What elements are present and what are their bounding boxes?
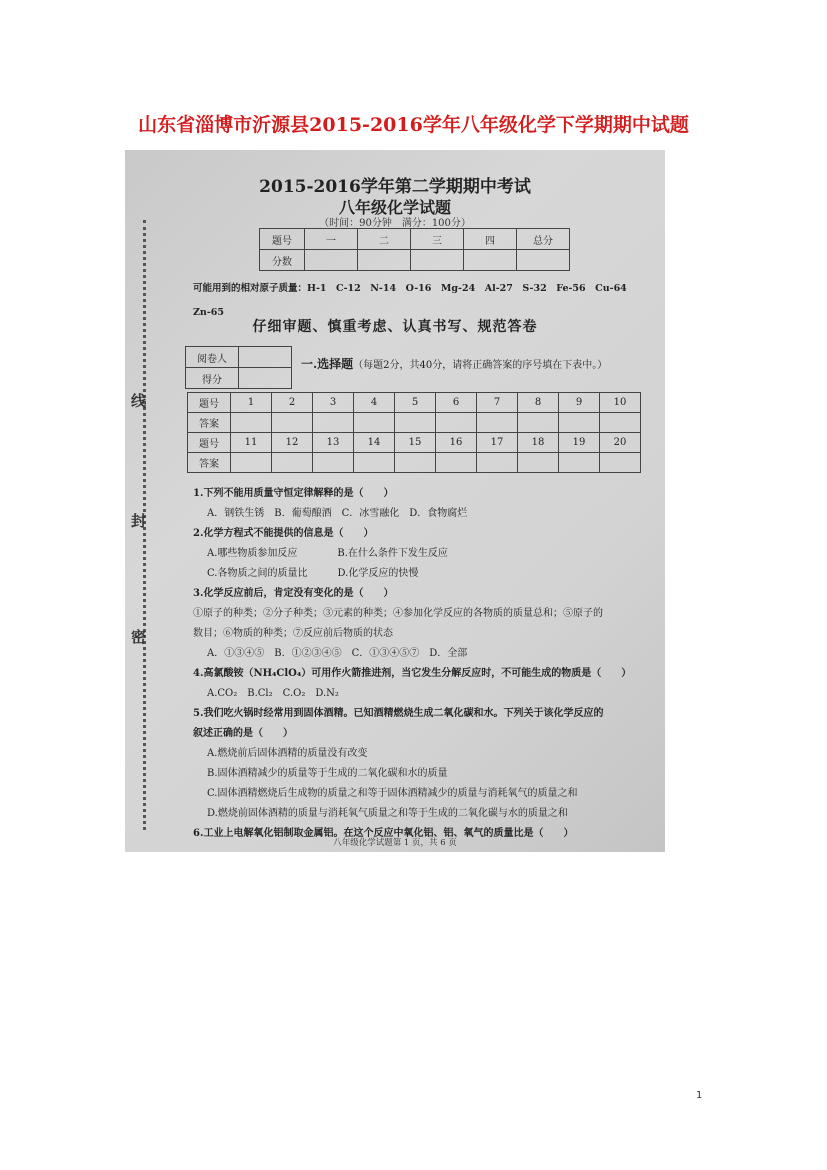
answer-blank-row bbox=[188, 413, 641, 433]
answer-cell bbox=[600, 413, 641, 433]
exam-page-footer: 八年级化学试题第 1 页，共 6 页 bbox=[333, 838, 457, 848]
option-line: A．钢铁生锈 B．葡萄酿酒 C．冰雪融化 D．食物腐烂 bbox=[207, 508, 468, 519]
grader-blank bbox=[239, 347, 292, 368]
exam-title: 2015-2016学年第二学期期中考试 bbox=[259, 177, 531, 197]
question-number: 9 bbox=[559, 393, 600, 413]
answer-cell bbox=[559, 453, 600, 473]
answer-cell bbox=[354, 413, 395, 433]
question-number: 18 bbox=[518, 433, 559, 453]
answer-cell bbox=[559, 413, 600, 433]
exam-subtitle: 八年级化学试题 bbox=[338, 198, 451, 217]
answer-row-label: 题号 bbox=[188, 393, 231, 413]
answer-cell bbox=[395, 453, 436, 473]
question-number: 8 bbox=[518, 393, 559, 413]
page-number: 1 bbox=[696, 1090, 703, 1101]
answer-cell bbox=[354, 453, 395, 473]
answer-cell bbox=[436, 413, 477, 433]
option-line: A.哪些物质参加反应 B.在什么条件下发生反应 bbox=[207, 548, 448, 559]
exam-photo bbox=[125, 150, 665, 852]
question-number: 17 bbox=[477, 433, 518, 453]
answer-row-label: 答案 bbox=[188, 413, 231, 433]
question-number: 10 bbox=[600, 393, 641, 413]
score-cell bbox=[464, 250, 517, 271]
score-cell bbox=[358, 250, 411, 271]
question-line: 1.下列不能用质量守恒定律解释的是（ ） bbox=[193, 488, 394, 499]
question-line: 2.化学方程式不能提供的信息是（ ） bbox=[193, 528, 374, 539]
answer-row-label: 答案 bbox=[188, 453, 231, 473]
score-table bbox=[259, 228, 570, 271]
grader-label: 阅卷人 bbox=[186, 347, 239, 368]
answer-cell bbox=[518, 413, 559, 433]
score-cell: 三 bbox=[411, 229, 464, 250]
section-note: （每题2分，共40分，请将正确答案的序号填在下表中。） bbox=[353, 360, 608, 371]
question-number: 12 bbox=[272, 433, 313, 453]
score-cell bbox=[305, 250, 358, 271]
question-number: 3 bbox=[313, 393, 354, 413]
question-number: 20 bbox=[600, 433, 641, 453]
score-cell: 二 bbox=[358, 229, 411, 250]
answer-cell bbox=[600, 453, 641, 473]
answer-cell bbox=[231, 413, 272, 433]
question-number: 4 bbox=[354, 393, 395, 413]
score-cell: 分数 bbox=[260, 250, 305, 271]
question-number: 13 bbox=[313, 433, 354, 453]
option-line: B.固体酒精减少的质量等于生成的二氧化碳和水的质量 bbox=[207, 768, 448, 779]
question-line: 5.我们吃火锅时经常用到固体酒精。已知酒精燃烧生成二氧化碳和水。下列关于该化学反应的 bbox=[193, 708, 604, 719]
option-line: A.燃烧前后固体酒精的质量没有改变 bbox=[207, 748, 368, 759]
option-line: D.燃烧前固体酒精的质量与消耗氧气质量之和等于生成的二氧化碳与水的质量之和 bbox=[207, 808, 568, 819]
answer-table bbox=[187, 392, 641, 473]
binding-char-feng: 封 bbox=[131, 512, 147, 530]
atomic-masses: 可能用到的相对原子质量：H-1 C-12 N-14 O-16 Mg-24 Al-27 S-32 Fe-56 Cu-64 Zn-65 bbox=[193, 283, 637, 318]
document-title: 山东省淄博市沂源县2015-2016学年八年级化学下学期期中试题 bbox=[138, 114, 689, 136]
question-line: 3.化学反应前后，肯定没有变化的是（ ） bbox=[193, 588, 394, 599]
option-line: A.CO₂ B.Cl₂ C.O₂ D.N₂ bbox=[207, 688, 339, 699]
grader-blank bbox=[239, 368, 292, 389]
answer-row-label: 题号 bbox=[188, 433, 231, 453]
question-number: 14 bbox=[354, 433, 395, 453]
option-line: C.各物质之间的质量比 D.化学反应的快慢 bbox=[207, 568, 419, 579]
score-cell bbox=[517, 250, 570, 271]
grader-table bbox=[185, 346, 292, 389]
question-number: 1 bbox=[231, 393, 272, 413]
answer-number-row bbox=[188, 433, 641, 453]
question-line: ①原子的种类；②分子种类；③元素的种类；④参加化学反应的各物质的质量总和；⑤原子的 bbox=[193, 608, 603, 619]
answer-cell bbox=[395, 413, 436, 433]
question-line: 叙述正确的是（ ） bbox=[193, 728, 293, 739]
grader-row bbox=[186, 347, 292, 368]
binding-char-xian: 线 bbox=[131, 392, 147, 410]
question-number: 7 bbox=[477, 393, 518, 413]
section-title-text: 一.选择题 bbox=[301, 357, 354, 371]
score-cell: 总分 bbox=[517, 229, 570, 250]
question-line: 数目；⑥物质的种类；⑦反应前后物质的状态 bbox=[193, 628, 393, 639]
question-line: 4.高氯酸铵（NH₄ClO₄）可用作火箭推进剂，当它发生分解反应时，不可能生成的物质是（ ） bbox=[193, 668, 632, 679]
question-number: 6 bbox=[436, 393, 477, 413]
score-cell: 一 bbox=[305, 229, 358, 250]
answer-blank-row bbox=[188, 453, 641, 473]
answer-cell bbox=[231, 453, 272, 473]
grader-label: 得分 bbox=[186, 368, 239, 389]
answer-cell bbox=[477, 453, 518, 473]
answer-cell bbox=[436, 453, 477, 473]
question-number: 15 bbox=[395, 433, 436, 453]
question-number: 19 bbox=[559, 433, 600, 453]
score-table-row bbox=[260, 250, 570, 271]
answer-number-row bbox=[188, 393, 641, 413]
answer-cell bbox=[313, 413, 354, 433]
exam-meta: （时间：90分钟 满分：100分） bbox=[319, 218, 471, 229]
score-cell bbox=[411, 250, 464, 271]
question-number: 5 bbox=[395, 393, 436, 413]
score-table-row bbox=[260, 229, 570, 250]
grader-row bbox=[186, 368, 292, 389]
question-number: 16 bbox=[436, 433, 477, 453]
score-cell: 题号 bbox=[260, 229, 305, 250]
answer-cell bbox=[272, 413, 313, 433]
binding-char-mi: 密 bbox=[131, 628, 147, 646]
question-line: 6.工业上电解氧化铝制取金属铝。在这个反应中氧化铝、铝、氧气的质量比是（ ） bbox=[193, 828, 574, 839]
answer-cell bbox=[518, 453, 559, 473]
answer-cell bbox=[272, 453, 313, 473]
exam-motto: 仔细审题、慎重考虑、认真书写、规范答卷 bbox=[252, 319, 538, 335]
question-number: 11 bbox=[231, 433, 272, 453]
score-cell: 四 bbox=[464, 229, 517, 250]
question-number: 2 bbox=[272, 393, 313, 413]
section-title bbox=[301, 355, 607, 372]
option-line: C.固体酒精燃烧后生成物的质量之和等于固体酒精减少的质量与消耗氧气的质量之和 bbox=[207, 788, 578, 799]
questions bbox=[193, 484, 653, 844]
answer-cell bbox=[313, 453, 354, 473]
option-line: A．①③④⑤ B．①②③④⑤ C．①③④⑤⑦ D．全部 bbox=[207, 648, 468, 659]
answer-cell bbox=[477, 413, 518, 433]
